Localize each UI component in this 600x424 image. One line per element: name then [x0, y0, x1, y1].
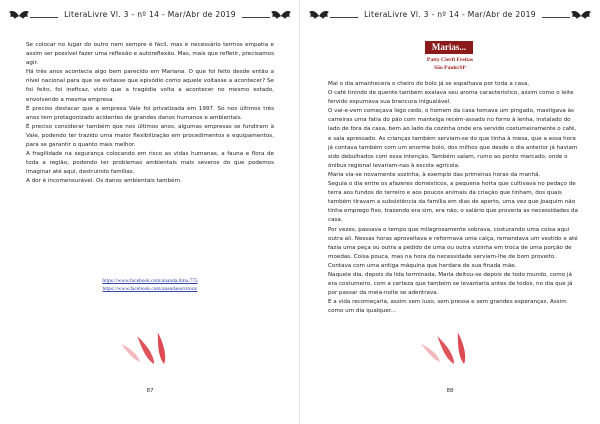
paragraph: É preciso destacar que a empresa Vale foi privatizada em 1997. Só nos últimos três anos tem protagonizado acidentes de grandes danos humanos e ambientais. — [26, 105, 274, 121]
bat-ornament-icon — [308, 8, 330, 24]
article-body — [26, 41, 274, 187]
header-title: LiteraLivre Vl. 3 - nº 14 - Mar/Abr de 2019 — [58, 10, 242, 19]
page-number: 87 — [146, 388, 154, 394]
paragraph: Naquele dia, depois da lida terminada, Maria deitou-se depois de todo mundo, como já era costumeiro, com a certeza que também se levantaria antes de todos, no dia que já por passar da meia-noite se adentrava. — [328, 271, 573, 297]
article-title: Marias... — [425, 41, 473, 54]
bat-ornament-icon — [8, 8, 30, 24]
paragraph: Se colocar no lugar do outro nem sempre é fácil, mas é necessário termos empatia e assim ser possível fazer uma reflexão e autoreflexão. Mas, mais que refletir, precisamos agir. — [26, 42, 274, 67]
page-number: 88 — [446, 388, 454, 394]
paragraph: Por vezes, passava o tempo que milagrosamente sobrava, costurando uma coisa aqui outra ali. Nessas horas aproveitava e reformava uma calça, remendava um vestido e até fazia uma peça ou outra a pedido de uma ou outra vizinha em troca de uma porção de moedas. Coisa pouca, mas na hora da necessidade serviam-lhe de bom proveito. Contava com uma antiga máquina que herdara de sua finada mãe. — [328, 226, 578, 269]
quill-feathers-icon — [110, 330, 190, 366]
paragraph: Maria via-se novamente sozinha, à exemplo das primeiras horas da manhã. — [328, 171, 541, 178]
bat-ornament-icon — [570, 8, 592, 24]
paragraph: Seguia o dia entre os afazeres domésticos, a pequena horta que cultivava no pedaço de terra aos fundos do terreiro e aos poucos animais da criação que tinham, dos quais também tiravam a subsistência da família em dias de aperto, uma vez que Joaquim não tinha emprego fixo, trazendo era sim, era não, o salário que proveria as necessidades da casa. — [328, 181, 578, 224]
paragraph: O café tinindo de quente também exalava seu aroma característico, assim como o leite fervido espumava sua brancura inigualável. — [328, 90, 574, 106]
paragraph: Mal o dia amanhecera o cheiro do bolo já se espalhava por toda a casa. — [328, 81, 530, 87]
paragraph: E a vida recomeçaria, assim sem luxo, sem pressa e sem grandes esperanças, Assim como um dia qualquer... — [328, 299, 567, 315]
paragraph: A dor é incomensurável. Os danos ambientais também. — [26, 178, 182, 185]
author-links — [0, 277, 300, 293]
page-header — [8, 8, 292, 26]
article-location: São Paulo/SP — [434, 65, 466, 71]
quill-feathers-icon — [410, 330, 490, 366]
bat-ornament-icon — [270, 8, 292, 24]
paragraph: É preciso considerar também que nos últimos anos, algumas empresas se fundiram à Vale, podendo ter trazido uma maior flexibilização em procedimentos e equipamentos, para se garantir o quanto mais melhor. — [26, 123, 274, 149]
paragraph: Há três anos acontecia algo bem parecido em Mariana. O que foi feito desde então a nível nacional para que se evitasse que episódio como aquele voltasse a acontecer? Se foi feito, foi ineficaz, visto que a tragédia volta a acontecer no mesmo estado, envolvendo a mesma empresa. — [26, 69, 274, 103]
paragraph: O vai-e-vem começava logo cedo, o homem da casa tomava um pingado, mastigava às carreiras uma fatia do pão com manteiga recém-assado no forno à lenha, instalado do lado de fora da casa, bem ao lado da cozinha onde era servido costumeiramente o café, e saía apressado. As crianças também serviam-se do que tinha à mesa, que a essa hora já contava também com um enorme bolo, dos milhos que desde o dia anterior já haviam sido debulhados com essa intenção. Também saíam, rumo ao ponto marcado, onde o ônibus regional levariam-nas à escola agrícola. — [328, 108, 578, 169]
header-title: LiteraLivre Vl. 3 - nº 14 - Mar/Abr de 2019 — [358, 10, 542, 19]
page-header — [308, 8, 592, 26]
article-body — [328, 80, 578, 316]
facebook-link[interactable]: https://www.facebook.com/ananda.lima.775 — [102, 278, 198, 284]
article-author: Patty Cierfi Freitas — [426, 57, 474, 63]
facebook-link[interactable]: https://www.facebook.com/anandaescritora/ — [102, 286, 198, 292]
right-page — [300, 0, 600, 424]
paragraph: A fragilidade na segurança colocando em risco as vidas humanas, a fauna e flora de toda a região, podendo ter problemas ambientais mais severos do que podemos imaginar até aqui, destruindo famílias. — [26, 151, 274, 176]
